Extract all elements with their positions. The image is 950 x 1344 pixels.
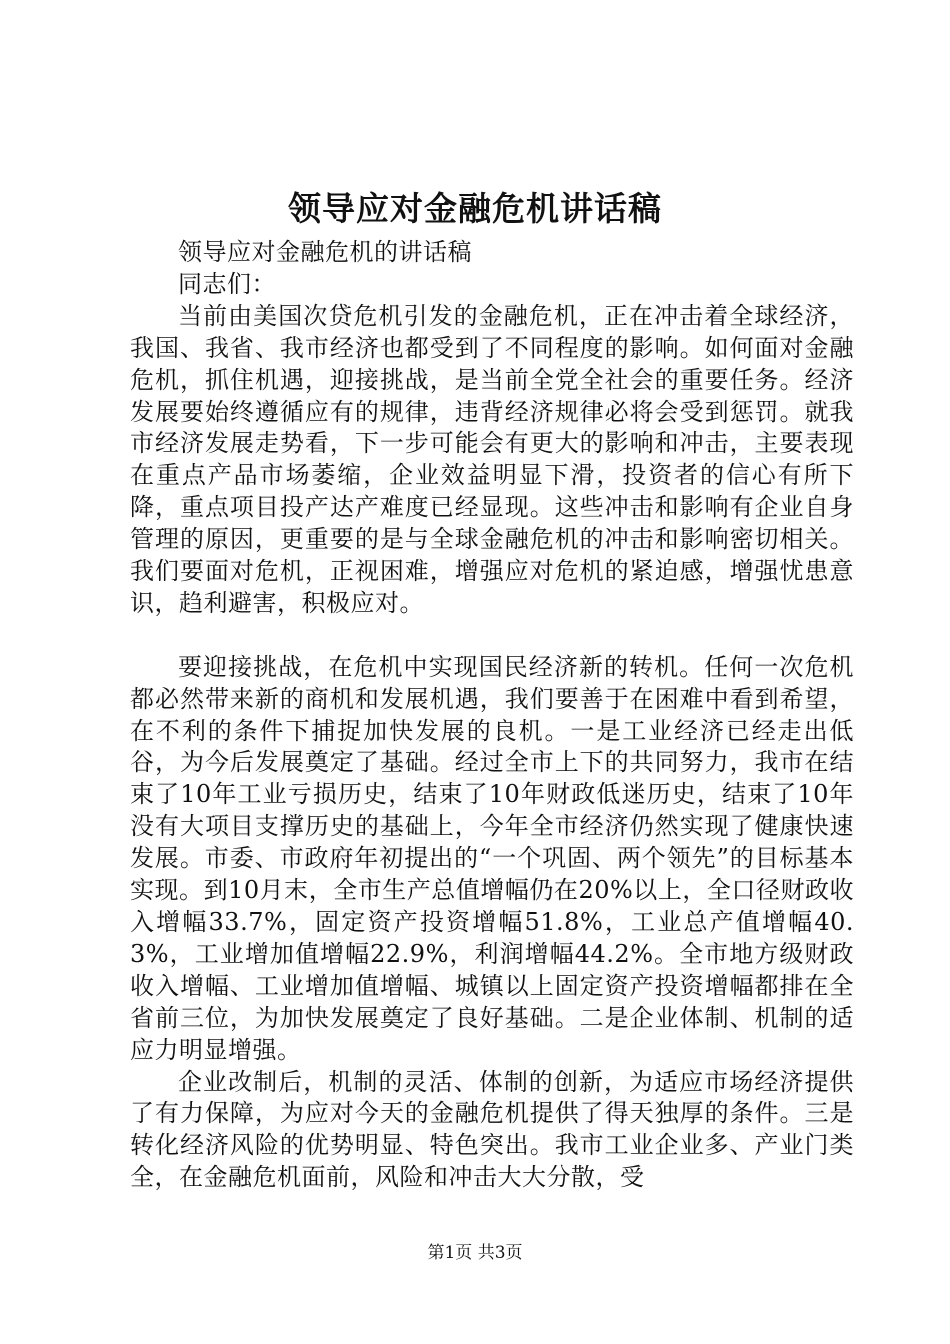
paragraph-3: 企业改制后，机制的灵活、体制的创新，为适应市场经济提供了有力保障，为应对今天的金融危机提供了得天独厚的条件。三是转化经济风险的优势明显、特色突出。我市工业企业多、产业门类全，在金融危机面前，风险和冲击大大分散，受: [130, 1067, 854, 1192]
paragraph-gap: [130, 620, 854, 652]
paragraph-2: 要迎接挑战，在危机中实现国民经济新的转机。任何一次危机都必然带来新的商机和发展机遇，我们要善于在困难中看到希望，在不利的条件下捕捉加快发展的良机。一是工业经济已经走出低谷，为今后发展奠定了基础。经过全市上下的共同努力，我市在结束了10年工业亏损历史，结束了10年财政低迷历史，结束了10年没有大项目支撑历史的基础上，今年全市经济仍然实现了健康快速发展。市委、市政府年初提出的“一个巩固、两个领先”的目标基本实现。到10月末，全市生产总值增幅仍在20%以上，全口径财政收入增幅33.7%，固定资产投资增幅51.8%，工业总产值增幅40.3%，工业增加值增幅22.9%，利润增幅44.2%。全市地方级财政收入增幅、工业增加值增幅、城镇以上固定资产投资增幅都排在全省前三位，为加快发展奠定了良好基础。二是企业体制、机制的适应力明显增强。: [130, 652, 854, 1064]
page-number: 第1页 共3页: [427, 1243, 523, 1263]
salutation: 同志们：: [178, 269, 276, 298]
document-subtitle: 领导应对金融危机的讲话稿: [178, 238, 472, 266]
document-body: [130, 237, 854, 1194]
paragraph-1: 当前由美国次贷危机引发的金融危机，正在冲击着全球经济，我国、我省、我市经济也都受到了不同程度的影响。如何面对金融危机，抓住机遇，迎接挑战，是当前全党全社会的重要任务。经济发展要始终遵循应有的规律，违背经济规律必将会受到惩罚。就我市经济发展走势看，下一步可能会有更大的影响和冲击，主要表现在重点产品市场萎缩，企业效益明显下滑，投资者的信心有所下降，重点项目投产达产难度已经显现。这些冲击和影响有企业自身管理的原因，更重要的是与全球金融危机的冲击和影响密切相关。我们要面对危机，正视困难，增强应对危机的紧迫感，增强忧患意识，趋利避害，积极应对。: [130, 301, 854, 617]
document-title: 领导应对金融危机讲话稿: [288, 189, 662, 228]
